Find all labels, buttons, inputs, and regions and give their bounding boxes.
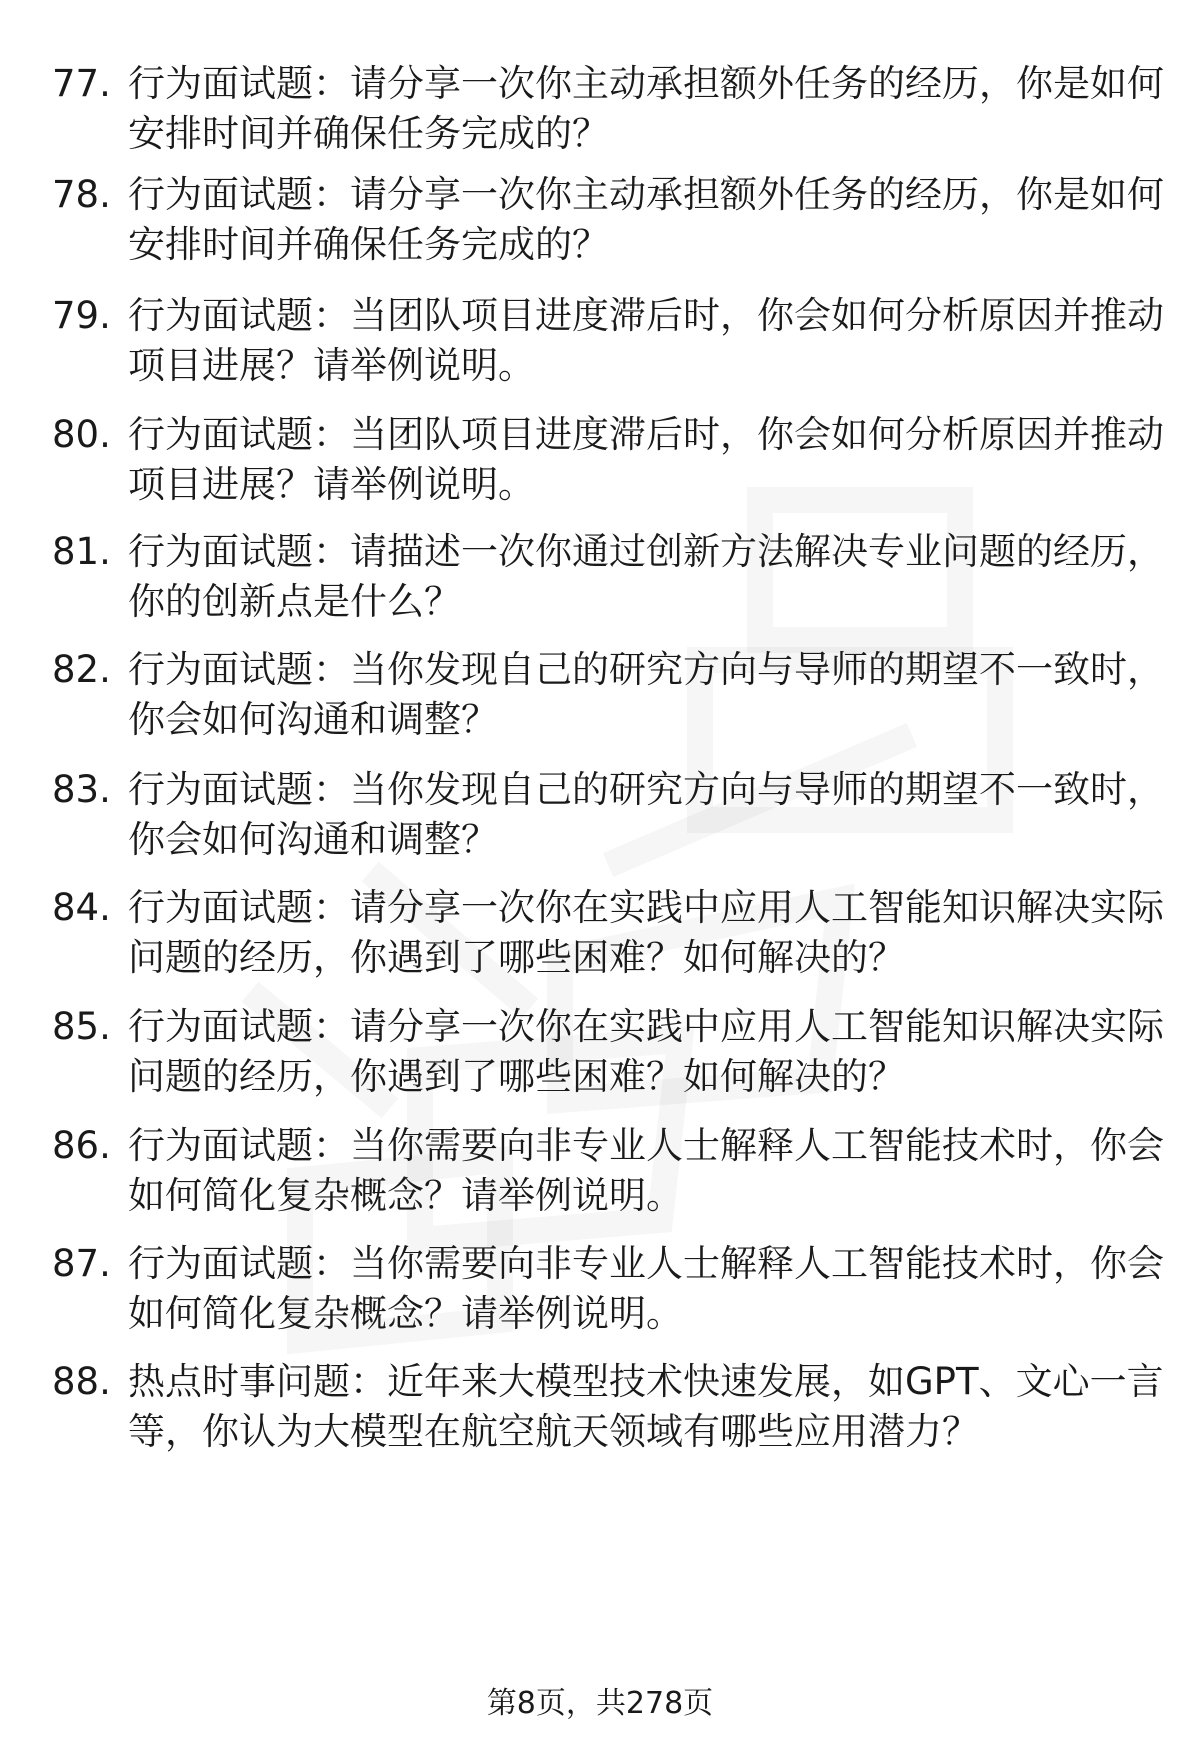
question-text-line1: 行为面试题：当你发现自己的研究方向与导师的期望不一致时， <box>128 768 1164 811</box>
question-item <box>52 883 1162 993</box>
question-text-line1: 行为面试题：请分享一次你在实践中应用人工智能知识解决实际 <box>128 886 1164 929</box>
question-item <box>52 1357 1162 1467</box>
question-item <box>52 170 1162 280</box>
question-text-line1: 行为面试题：请分享一次你主动承担额外任务的经历，你是如何 <box>128 173 1164 216</box>
question-number: 80. <box>52 413 111 456</box>
question-number: 79. <box>52 294 111 337</box>
question-text-line1: 行为面试题：当团队项目进度滞后时，你会如何分析原因并推动 <box>128 294 1164 337</box>
question-text-line2: 项目进展？请举例说明。 <box>128 344 535 387</box>
question-text-line2: 安排时间并确保任务完成的？ <box>128 112 609 155</box>
question-text-line2: 问题的经历，你遇到了哪些困难？如何解决的？ <box>128 936 905 979</box>
question-text-line2: 安排时间并确保任务完成的？ <box>128 223 609 266</box>
question-text-line1: 行为面试题：当你发现自己的研究方向与导师的期望不一致时， <box>128 648 1164 691</box>
question-number: 86. <box>52 1124 111 1167</box>
question-text-line1: 热点时事问题：近年来大模型技术快速发展，如GPT、文心一言 <box>128 1360 1164 1403</box>
question-number: 85. <box>52 1005 111 1048</box>
question-text-line2: 你会如何沟通和调整？ <box>128 818 498 861</box>
question-item <box>52 59 1162 169</box>
question-text-line2: 问题的经历，你遇到了哪些困难？如何解决的？ <box>128 1055 905 1098</box>
question-number: 81. <box>52 530 111 573</box>
question-item <box>52 645 1162 755</box>
question-item <box>52 1121 1162 1231</box>
question-text-line2: 你会如何沟通和调整？ <box>128 698 498 741</box>
question-text-line2: 你的创新点是什么？ <box>128 580 461 623</box>
question-text-line1: 行为面试题：当你需要向非专业人士解释人工智能技术时，你会 <box>128 1124 1164 1167</box>
question-item <box>52 527 1162 637</box>
question-number: 82. <box>52 648 111 691</box>
question-text-line2: 如何简化复杂概念？请举例说明。 <box>128 1174 683 1217</box>
question-number: 87. <box>52 1242 111 1285</box>
question-item <box>52 765 1162 875</box>
question-text-line1: 行为面试题：请分享一次你主动承担额外任务的经历，你是如何 <box>128 62 1164 105</box>
question-text-line1: 行为面试题：请分享一次你在实践中应用人工智能知识解决实际 <box>128 1005 1164 1048</box>
question-item <box>52 291 1162 401</box>
question-number: 77. <box>52 62 111 105</box>
question-number: 88. <box>52 1360 111 1403</box>
question-item <box>52 1002 1162 1112</box>
page-footer: 第8页，共278页 <box>486 1686 714 1721</box>
question-text-line2: 如何简化复杂概念？请举例说明。 <box>128 1292 683 1335</box>
question-number: 84. <box>52 886 111 929</box>
question-text-line2: 等，你认为大模型在航空航天领域有哪些应用潜力？ <box>128 1410 979 1453</box>
question-text-line1: 行为面试题：当团队项目进度滞后时，你会如何分析原因并推动 <box>128 413 1164 456</box>
question-item <box>52 410 1162 520</box>
question-text-line2: 项目进展？请举例说明。 <box>128 463 535 506</box>
question-number: 78. <box>52 173 111 216</box>
question-item <box>52 1239 1162 1349</box>
question-text-line1: 行为面试题：请描述一次你通过创新方法解决专业问题的经历， <box>128 530 1164 573</box>
question-number: 83. <box>52 768 111 811</box>
question-text-line1: 行为面试题：当你需要向非专业人士解释人工智能技术时，你会 <box>128 1242 1164 1285</box>
